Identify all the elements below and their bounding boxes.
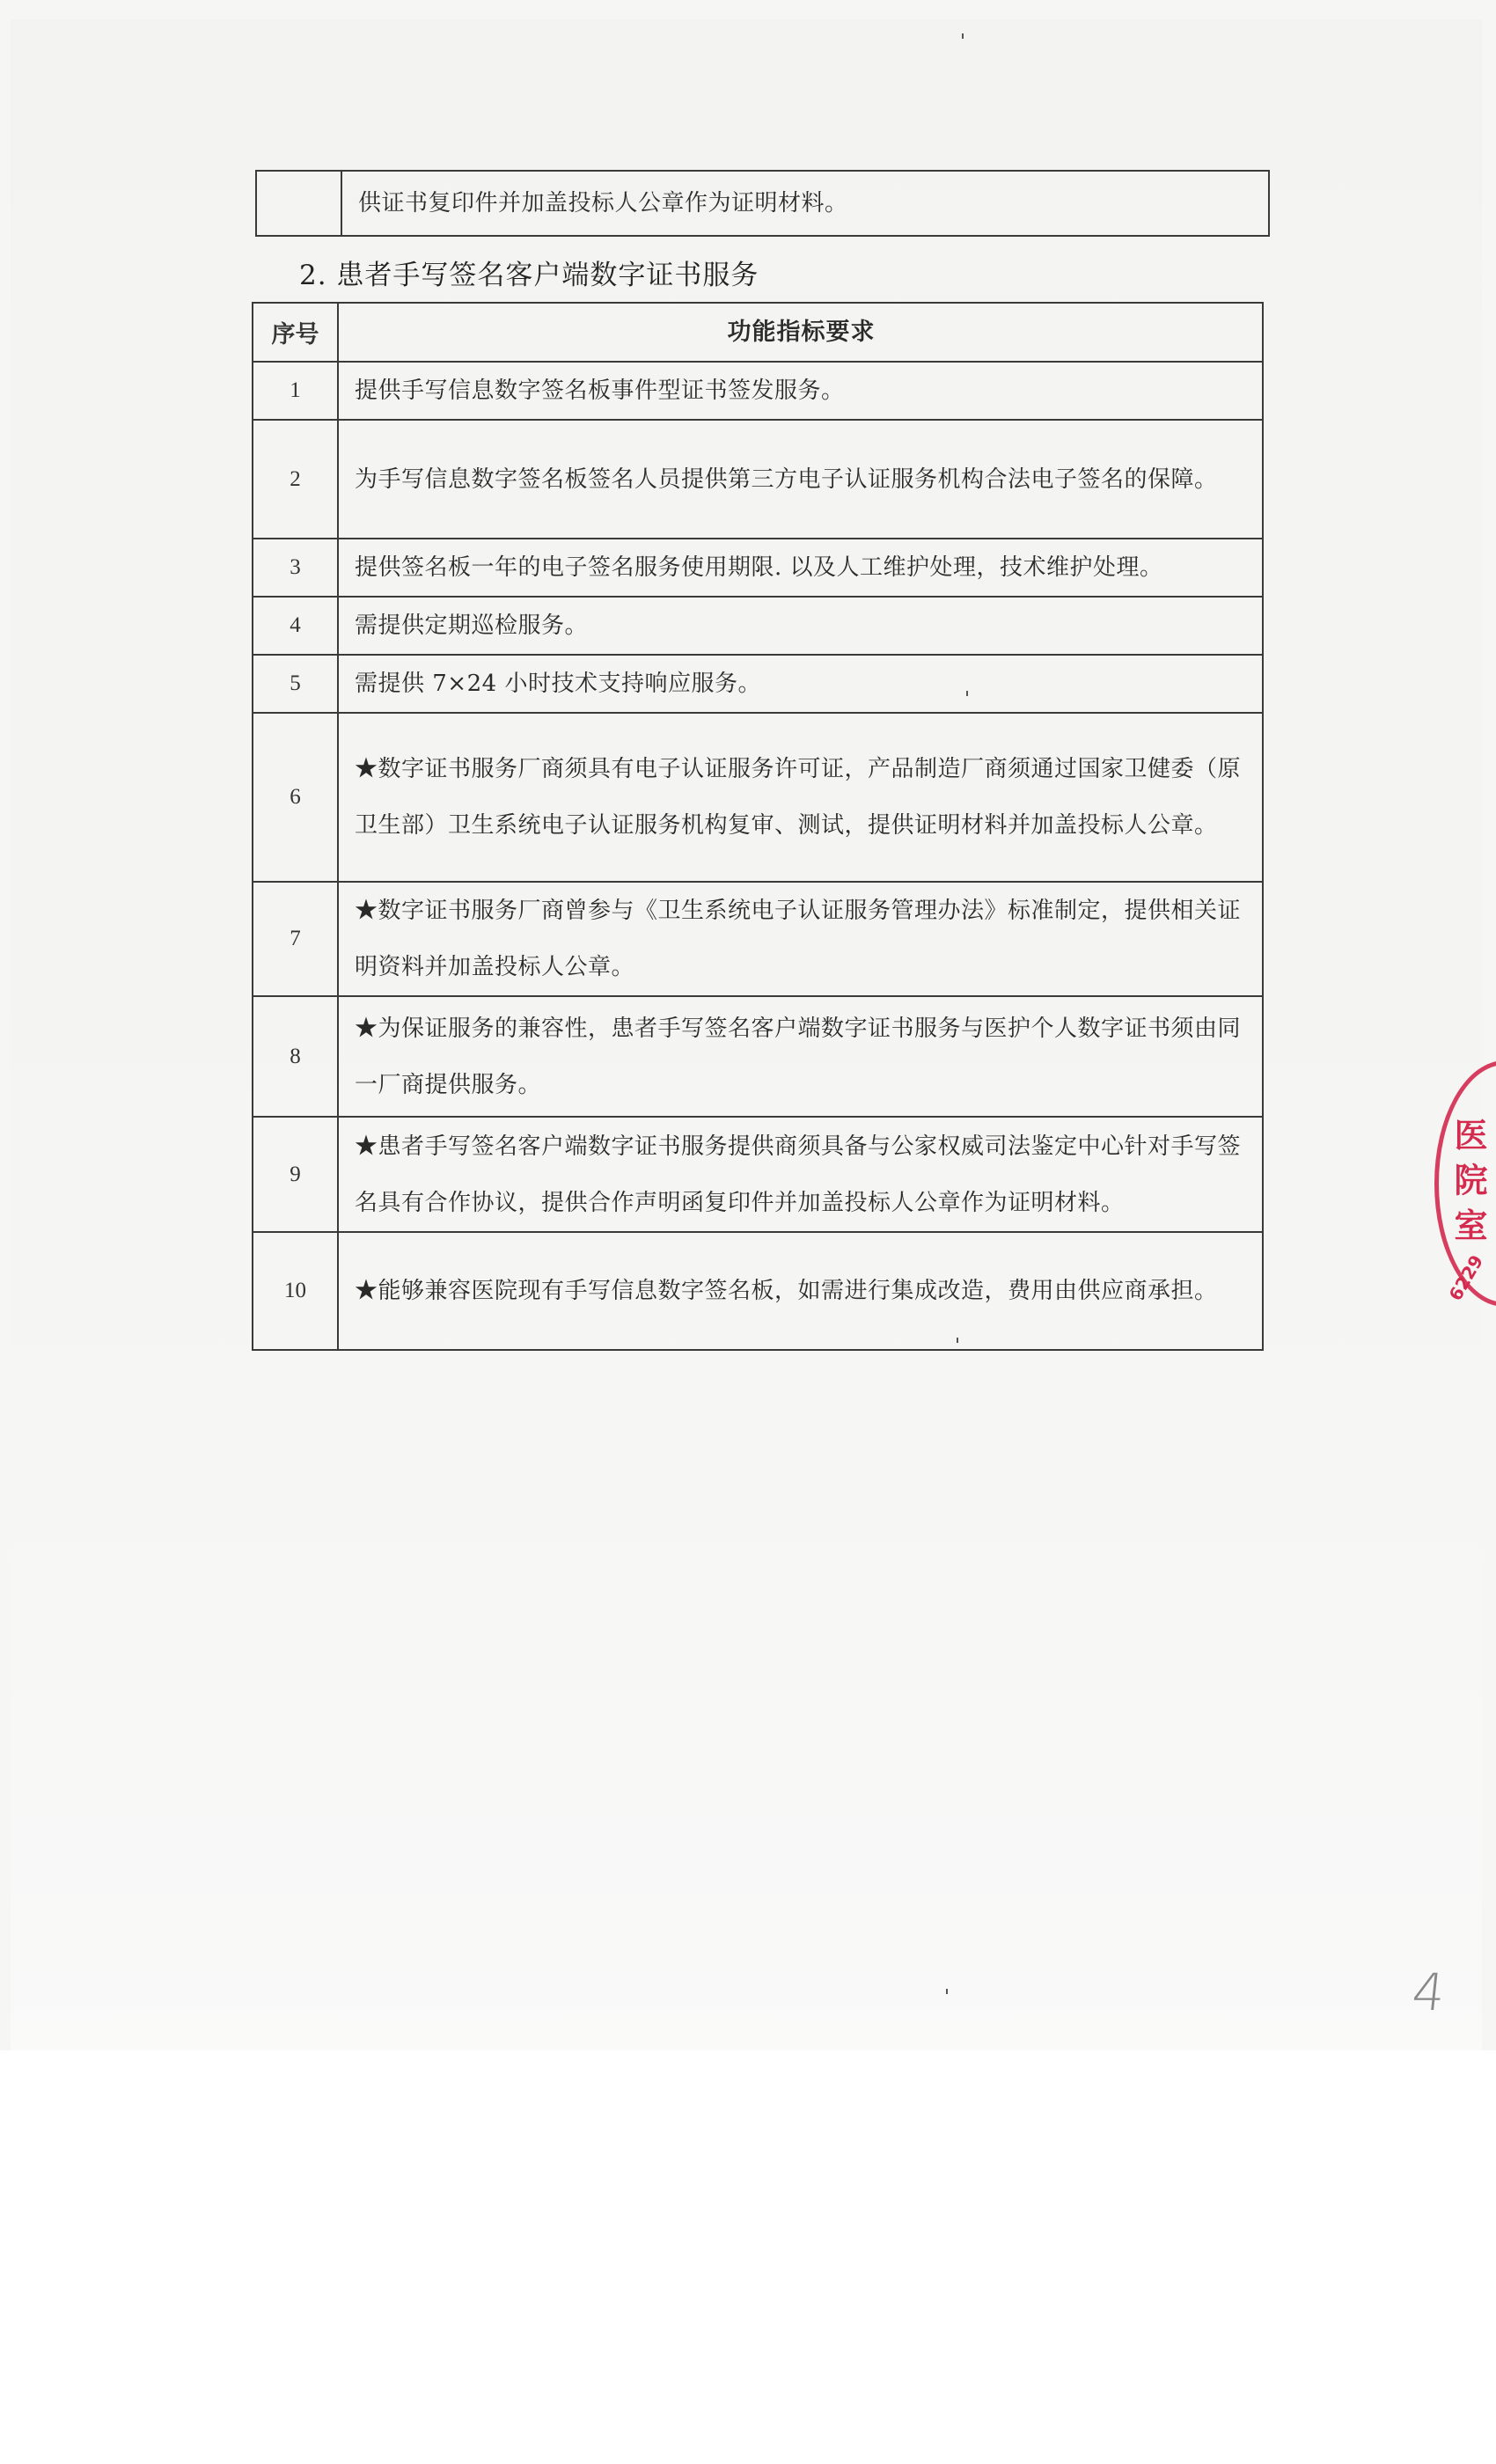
header-requirement: 功能指标要求 [338, 303, 1263, 362]
table-row [253, 362, 1263, 420]
table-row [253, 597, 1263, 655]
table-row [253, 655, 1263, 713]
header-number: 序号 [253, 303, 338, 362]
table-row [253, 1232, 1263, 1350]
table-row [253, 713, 1263, 882]
row-number-cell: 5 [253, 655, 338, 713]
requirement-cell: ★能够兼容医院现有手写信息数字签名板，如需进行集成改造，费用由供应商承担。 [338, 1232, 1263, 1350]
row-number-cell: 1 [253, 362, 338, 420]
table-row [253, 882, 1263, 996]
page-bottom-margin [0, 2050, 1496, 2464]
table-row [253, 1117, 1263, 1232]
table-header-row [253, 303, 1263, 362]
table-row [253, 539, 1263, 597]
handwritten-page-number: 4 [1409, 1962, 1448, 2022]
row-number-cell: 6 [253, 713, 338, 882]
row-number-cell: 3 [253, 539, 338, 597]
scan-speck [946, 1989, 948, 1994]
scan-speck [966, 691, 968, 696]
row-number-cell: 4 [253, 597, 338, 655]
scan-speck [962, 33, 964, 39]
requirement-cell: ★患者手写签名客户端数字证书服务提供商须具备与公家权威司法鉴定中心针对手写签名具有合作协议，提供合作声明函复印件并加盖投标人公章作为证明材料。 [338, 1117, 1263, 1232]
row-number-cell: 9 [253, 1117, 338, 1232]
row-number-cell: 2 [253, 420, 338, 539]
row-number-cell: 8 [253, 996, 338, 1117]
requirements-table [252, 302, 1264, 1351]
row-number-cell [256, 171, 341, 236]
section-heading: 2. 患者手写签名客户端数字证书服务 [299, 260, 759, 291]
requirement-cell: 供证书复印件并加盖投标人公章作为证明材料。 [341, 171, 1269, 236]
table-row [253, 996, 1263, 1117]
seal-text: 医 院 室 [1448, 1118, 1487, 1242]
table-row [253, 420, 1263, 539]
requirement-cell: 为手写信息数字签名板签名人员提供第三方电子认证服务机构合法电子签名的保障。 [338, 420, 1263, 539]
requirement-cell: ★数字证书服务厂商须具有电子认证服务许可证，产品制造厂商须通过国家卫健委（原卫生部）卫生系统电子认证服务机构复审、测试，提供证明材料并加盖投标人公章。 [338, 713, 1263, 882]
requirement-cell: 提供签名板一年的电子签名服务使用期限. 以及人工维护处理，技术维护处理。 [338, 539, 1263, 597]
row-number-cell: 7 [253, 882, 338, 996]
requirement-cell: ★为保证服务的兼容性，患者手写签名客户端数字证书服务与医护个人数字证书须由同一厂商提供服务。 [338, 996, 1263, 1117]
requirement-cell: 需提供 7×24 小时技术支持响应服务。 [338, 655, 1263, 713]
requirement-cell: 提供手写信息数字签名板事件型证书签发服务。 [338, 362, 1263, 420]
previous-table-continuation [255, 170, 1270, 237]
row-number-cell: 10 [253, 1232, 338, 1350]
table-row [256, 171, 1269, 236]
requirement-cell: ★数字证书服务厂商曾参与《卫生系统电子认证服务管理办法》标准制定，提供相关证明资料并加盖投标人公章。 [338, 882, 1263, 996]
seal-number: 6229 [1444, 1250, 1488, 1305]
requirement-cell: 需提供定期巡检服务。 [338, 597, 1263, 655]
scan-speck [957, 1338, 958, 1343]
